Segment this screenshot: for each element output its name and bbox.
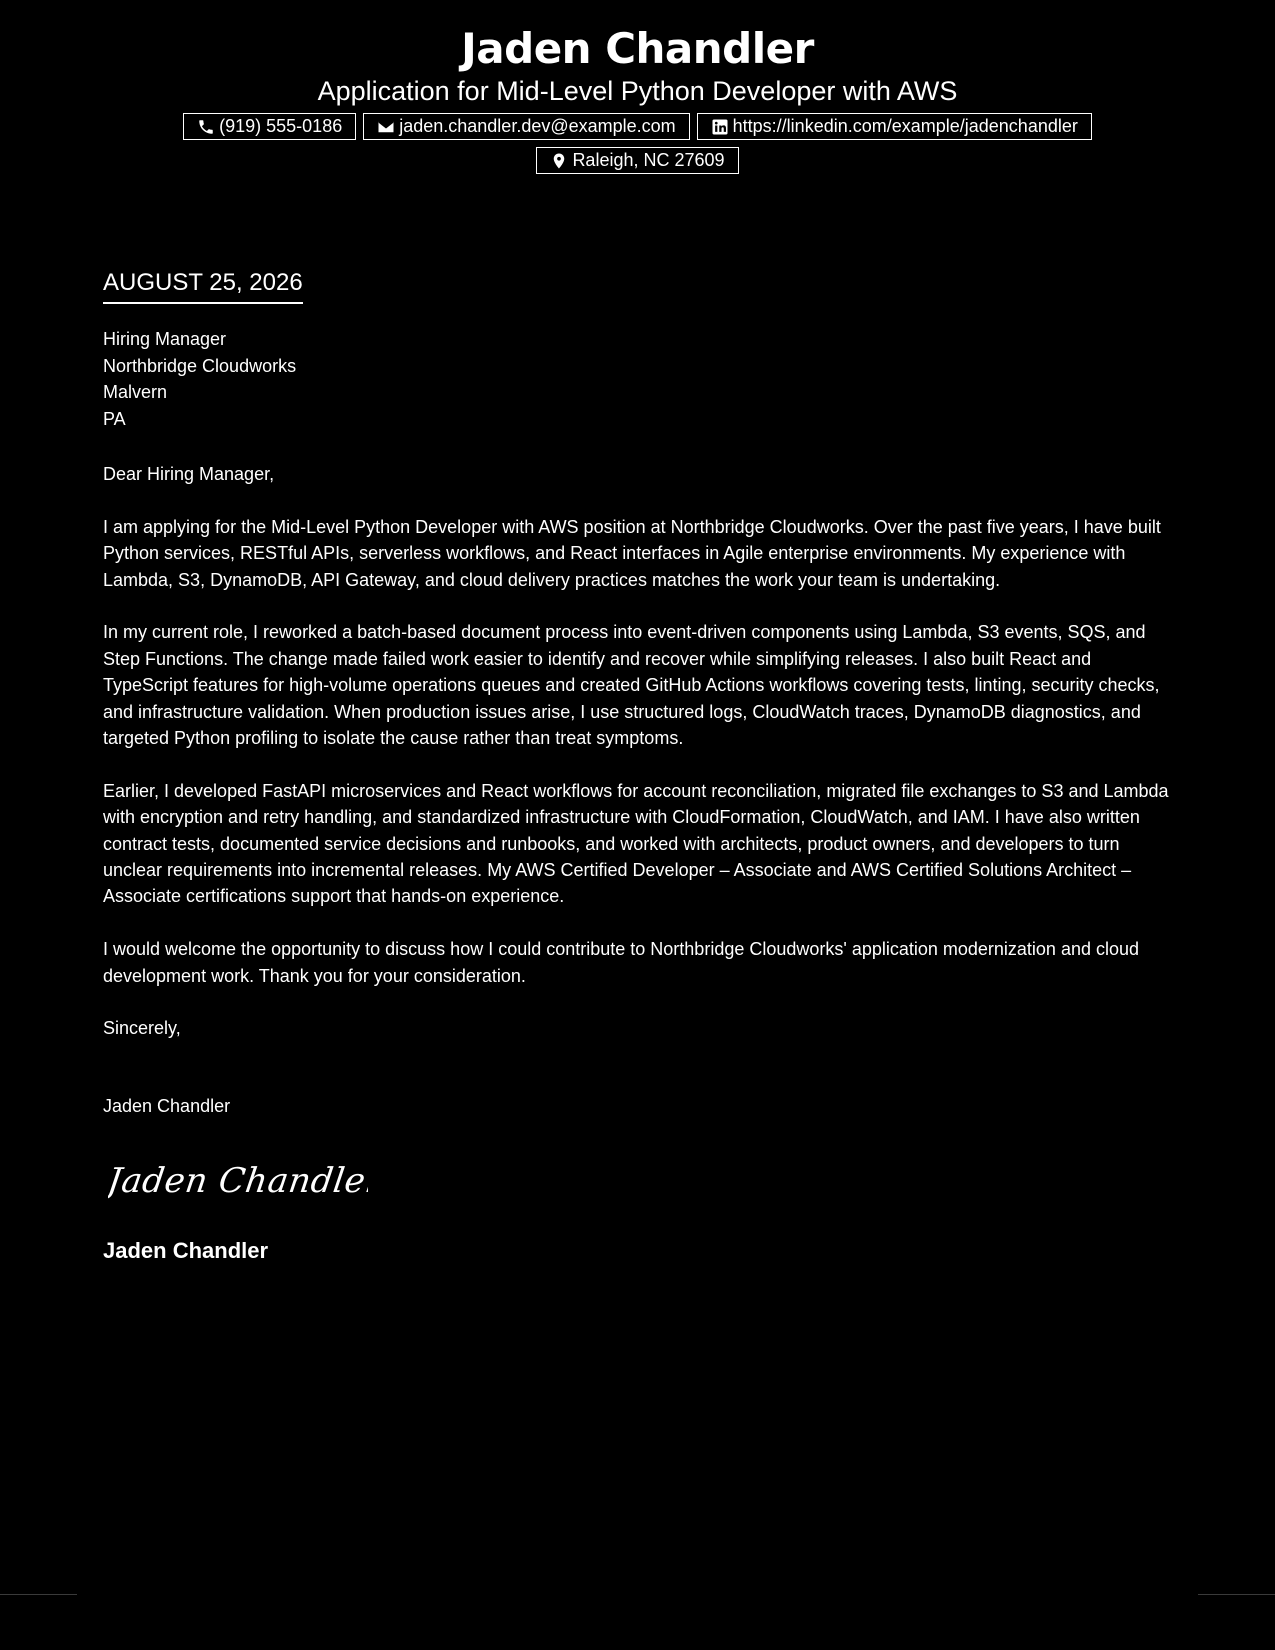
typed-name: Jaden Chandler xyxy=(103,1096,231,1116)
body-paragraph: In my current role, I reworked a batch-based document process into event-driven components using Lambda, S3 events, SQS, and Step Functions. The change made failed work easier to identify and recover while simplifying releases. I also built React and TypeScript features for high-volume operations queues and created GitHub Actions workflows covering tests, linting, security checks, and infrastructure validation. When production issues arise, I use structured logs, CloudWatch traces, DynamoDB diagnostics, and targeted Python profiling to isolate the cause rather than treat symptoms. xyxy=(103,622,1160,749)
letter-body xyxy=(103,461,1178,1015)
phone-chip[interactable] xyxy=(183,113,356,140)
recipient-state: PA xyxy=(103,408,126,429)
letter-date: AUGUST 25, 2026 xyxy=(103,268,303,304)
envelope-icon xyxy=(377,118,395,136)
salutation: Dear Hiring Manager, xyxy=(103,464,275,484)
body-paragraph: I would welcome the opportunity to discuss how I could contribute to Northbridge Cloudworks' application modernization and cloud development work. Thank you for your consideration. xyxy=(103,939,1140,986)
letter-header xyxy=(0,22,1275,174)
recipient-block xyxy=(103,326,296,432)
linkedin-text: https://linkedin.com/example/jadenchandler xyxy=(732,116,1078,136)
applicant-name: Jaden Chandler xyxy=(461,24,814,73)
recipient-company: Northbridge Cloudworks xyxy=(103,355,297,376)
linkedin-chip[interactable] xyxy=(697,113,1092,140)
map-marker-icon xyxy=(550,152,568,170)
body-paragraph: Earlier, I developed FastAPI microservices and React workflows for account reconciliation, migrated file exchanges to S3 and Lambda with encryption and retry handling, and standardized infrastructure with CloudFormation, CloudWatch, and IAM. I have also written contract tests, documented service decisions and runbooks, and worked with architects, product owners, and developers to turn unclear requirements into incremental releases. My AWS Certified Developer – Associate and AWS Certified Solutions Architect – Associate certifications support that hands-on experience. xyxy=(103,780,1169,907)
footer-divider-right xyxy=(1198,1594,1275,1595)
handwritten-signature xyxy=(108,1150,368,1210)
footer-divider-left xyxy=(0,1594,77,1595)
recipient-city: Malvern xyxy=(103,382,168,402)
body-paragraph: I am applying for the Mid-Level Python Developer with AWS position at Northbridge Cloudworks. Over the past five years, I have built Python services, RESTful APIs, serverless workflows, and React interfaces in Agile enterprise environments. My experience with Lambda, S3, DynamoDB, API Gateway, and cloud delivery practices matches the work your team is undertaking. xyxy=(103,516,1161,590)
phone-text: (919) 555-0186 xyxy=(219,116,343,136)
contact-row xyxy=(0,113,1275,140)
signature-name: Jaden Chandler xyxy=(103,1238,269,1263)
contact-row-location xyxy=(0,147,1275,174)
signature-text: Jaden Chandler xyxy=(108,1161,368,1201)
closing: Sincerely, xyxy=(103,1018,181,1038)
application-subtitle: Application for Mid-Level Python Developer with AWS xyxy=(317,76,958,106)
recipient-title: Hiring Manager xyxy=(103,329,227,349)
linkedin-icon xyxy=(711,118,729,136)
location-text: Raleigh, NC 27609 xyxy=(572,150,725,170)
phone-icon xyxy=(197,118,215,136)
email-text: jaden.chandler.dev@example.com xyxy=(399,116,676,136)
location-chip[interactable] xyxy=(536,147,738,174)
email-chip[interactable] xyxy=(363,113,689,140)
